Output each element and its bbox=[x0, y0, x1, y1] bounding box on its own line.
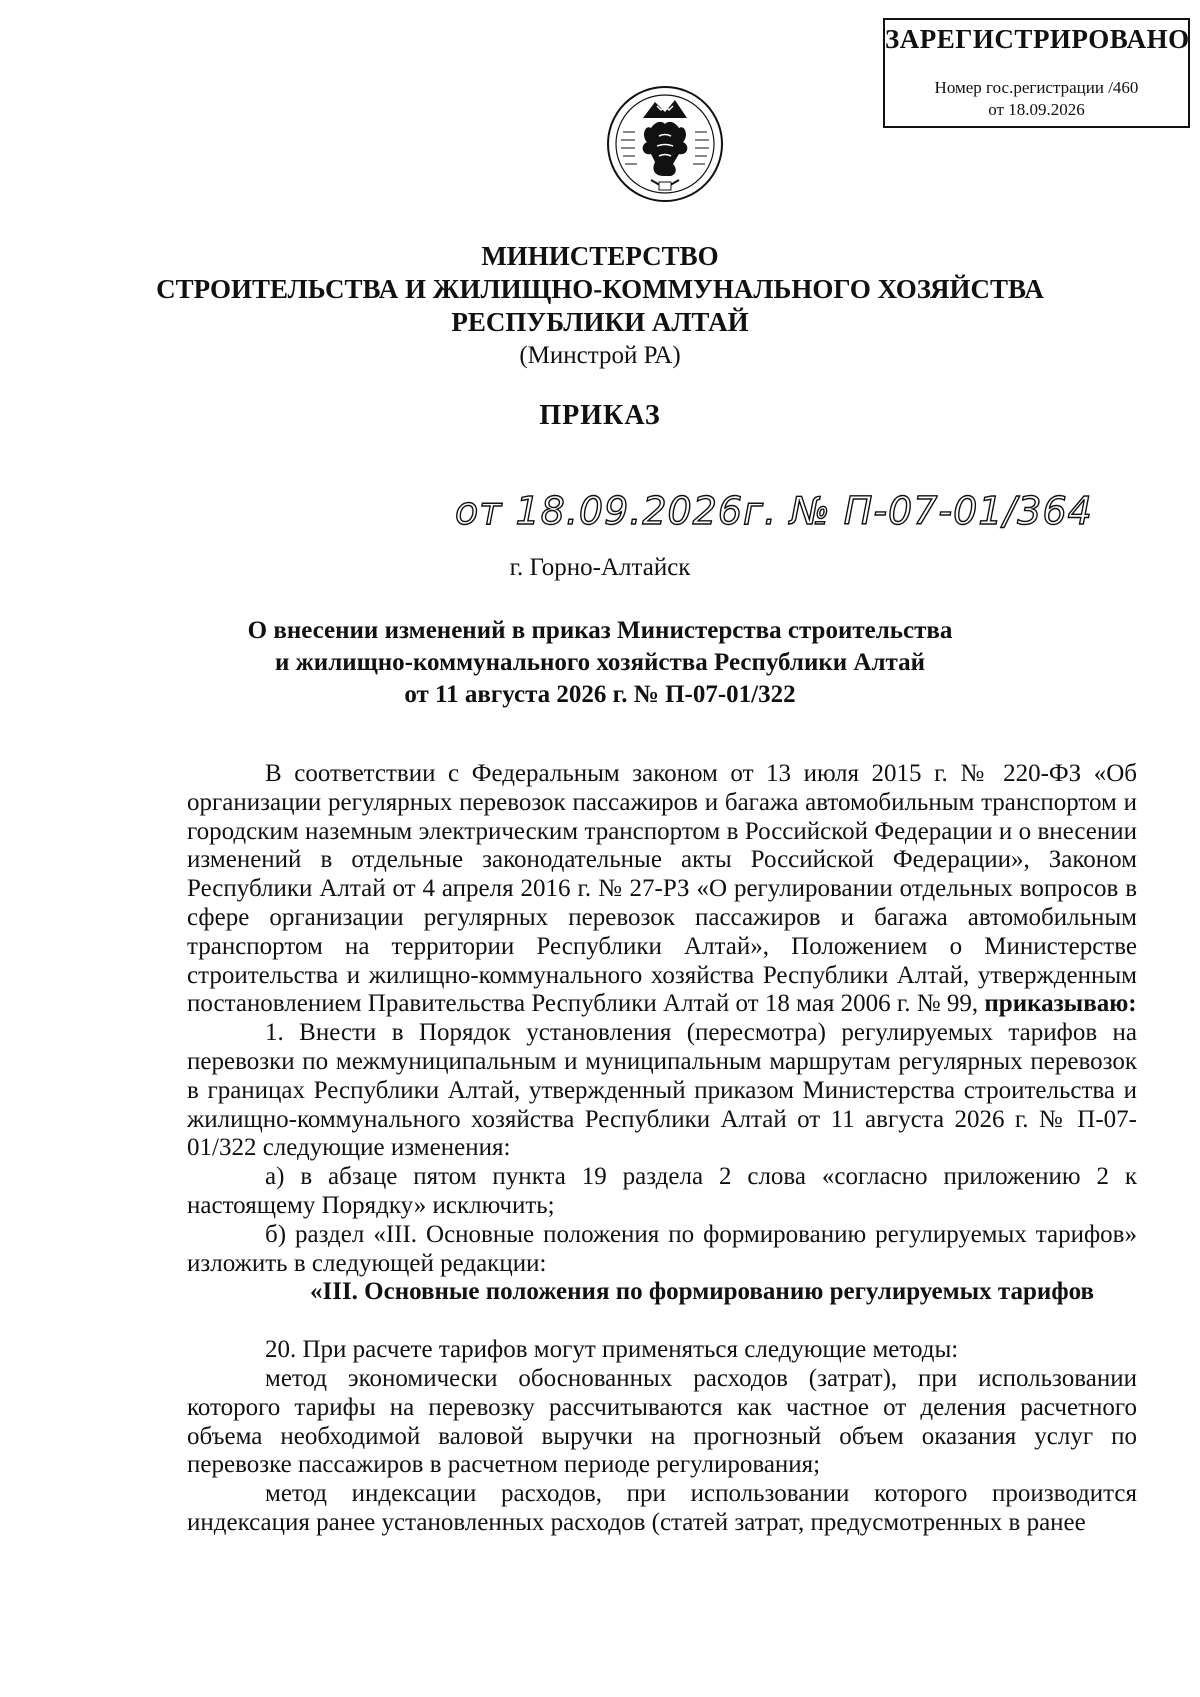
ministry-line-3: РЕСПУБЛИКИ АЛТАЙ bbox=[451, 307, 749, 337]
coat-of-arms-icon bbox=[605, 84, 725, 204]
ministry-name bbox=[0, 240, 1200, 339]
preamble-directive: приказываю: bbox=[984, 990, 1137, 1018]
ministry-line-2: СТРОИТЕЛЬСТВА И ЖИЛИЩНО-КОММУНАЛЬНОГО ХОЗЯЙСТВА bbox=[156, 274, 1044, 304]
order-title: ПРИКАЗ bbox=[539, 400, 661, 431]
subject-line-2: и жилищно-коммунального хозяйства Республики Алтай bbox=[275, 649, 925, 676]
section-3-title: «III. Основные положения по формированию регулируемых тарифов bbox=[309, 1278, 1095, 1306]
stamp-title: ЗАРЕГИСТРИРОВАНО bbox=[885, 24, 1190, 54]
section-spacer bbox=[187, 1307, 1137, 1336]
stamp-reg-date: от 18.09.2026 bbox=[988, 100, 1085, 119]
city: г. Горно-Алтайск bbox=[509, 554, 691, 581]
subject-line-3: от 11 августа 2026 г. № П-07-01/322 bbox=[404, 681, 796, 708]
handwritten-number-text: от 18.09.2026г. № П-07-01/364 bbox=[455, 489, 1093, 533]
preamble-paragraph bbox=[187, 760, 1137, 1019]
item-b-paragraph: б) раздел «III. Основные положения по формированию регулируемых тарифов» изложить в следующей редакции: bbox=[187, 1220, 1137, 1277]
item-1-paragraph: 1. Внести в Порядок установления (пересмотра) регулируемых тарифов на перевозки по межмуниципальным и муниципальным маршрутам регулярных перевозок в границах Республики Алтай, утвержденный приказом Министерства строительства и жилищно-коммунального хозяйства Республики Алтай от 11 августа 2026 г. № П-07-01/322 следующие изменения: bbox=[187, 1019, 1137, 1162]
ministry-short-name: (Минстрой РА) bbox=[519, 342, 681, 369]
paragraph-20: 20. При расчете тарифов могут применяться следующие методы: bbox=[265, 1336, 959, 1364]
stamp-reg-number: Номер гос.регистрации /460 bbox=[934, 78, 1139, 97]
item-a-paragraph: а) в абзаце пятом пункта 19 раздела 2 слова «согласно приложению 2 к настоящему Порядку» исключить; bbox=[187, 1163, 1137, 1219]
subject-line-1: О внесении изменений в приказ Министерства строительства bbox=[247, 617, 953, 644]
preamble-text: В соответствии с Федеральным законом от 13 июля 2015 г. № 220-ФЗ «Об организации регулярных перевозок пассажиров и багажа автомобильным транспортом и городским наземным электрическим транспортом в Российской Федерации и о внесении изменений в отдельные законодательные акты Российской Федерации», Законом Республики Алтай от 4 апреля 2016 г. № 27-РЗ «О регулировании отдельных вопросов в сфере организации регулярных перевозок пассажиров и багажа автомобильным транспортом на территории Республики Алтай», Положением о Министерстве строительства и жилищно-коммунального хозяйства Республики Алтай, утвержденным постановлением Правительства Республики Алтай от 18 мая 2006 г. № 99, bbox=[187, 760, 1137, 1018]
registration-stamp bbox=[883, 18, 1190, 128]
ministry-line-1: МИНИСТЕРСТВО bbox=[481, 241, 719, 271]
order-subject bbox=[0, 615, 1200, 711]
method-2-paragraph: метод индексации расходов, при использовании которого производится индексация ранее установленных расходов (статей затрат, предусмотренных в ранее bbox=[187, 1480, 1137, 1536]
method-1-paragraph: метод экономически обоснованных расходов (затрат), при использовании которого тарифы на перевозку рассчитываются как частное от деления расчетного объема необходимой валовой выручки на прогнозный объем оказания услуг по перевозке пассажиров в расчетном периоде регулирования; bbox=[187, 1364, 1137, 1479]
handwritten-order-number bbox=[455, 472, 1093, 544]
order-body bbox=[187, 760, 1137, 1538]
